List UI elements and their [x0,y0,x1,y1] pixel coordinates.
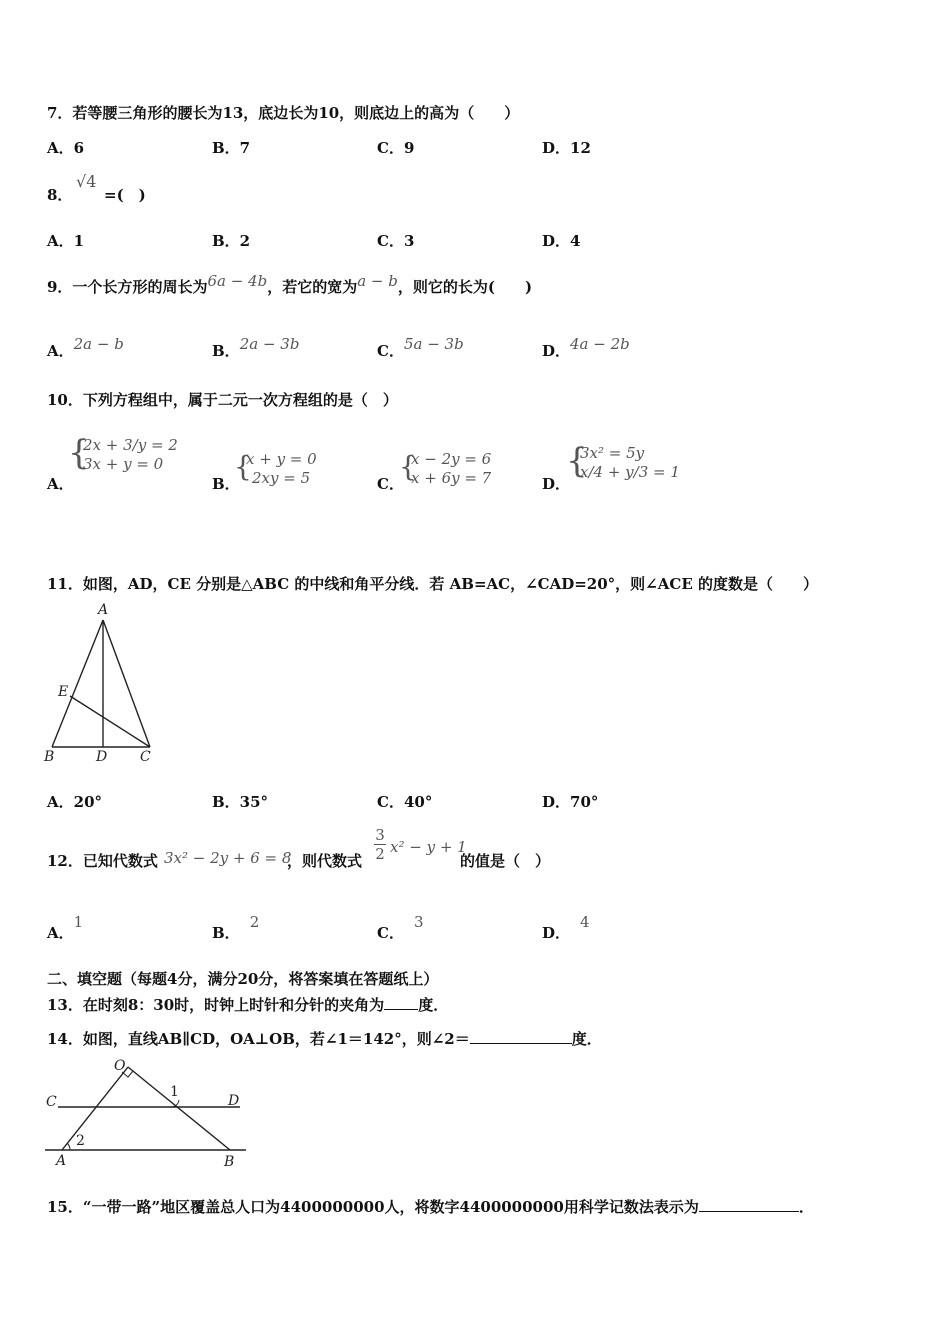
q14-parallel-lines-figure [40,1052,255,1172]
q14-pre: 14．如图，直线AB∥CD，OA⊥OB，若∠1＝142°，则∠2＝ [47,1030,470,1048]
q10-brace-c: { [399,450,417,483]
q11-option-b: B．35° [212,793,269,811]
q9-label-d: D． [542,342,571,360]
q14-angle2-arc [67,1143,70,1150]
q12-frac-den: 2 [375,845,385,863]
q10-label-a: A． [47,475,74,493]
q14-stem [47,1028,602,1049]
q7-option-c: C．9 [377,139,415,157]
q9-post: ，则它的长为( ) [397,278,533,296]
q9-option-a [47,335,124,361]
q14-label-2: 2 [76,1133,85,1149]
q12-label-d: D． [542,924,571,942]
q9-value-d: 4a − 2b [570,335,630,353]
q11-triangle-figure [40,598,170,770]
q10-c-eq2: x + 6y = 7 [411,469,492,487]
q10-system-c [411,450,491,488]
q12-option-c [377,913,424,943]
q15-answer-blank[interactable] [699,1211,799,1212]
q12-value-b: 2 [249,913,260,931]
q11-bisector-ce [70,696,150,747]
q9-option-b [212,335,300,361]
q14-angle1-arc [170,1100,179,1107]
q10-c-eq1: x − 2y = 6 [411,450,492,468]
q12-mid: ，则代数式 [287,852,363,870]
section2-title: 二、填空题（每题4分，满分20分，将答案填在答题纸上） [47,970,439,988]
q12-given: 3x² − 2y + 6 = 8 [164,849,292,867]
q7-option-a: A．6 [47,139,85,157]
q14-post: 度． [571,1030,602,1048]
q11-label-a: A [98,602,109,618]
q14-label-1: 1 [170,1084,179,1100]
q7-stem: 7．若等腰三角形的腰长为13，底边长为10，则底边上的高为（ ） [47,104,520,122]
q10-a-eq2: 3x + y = 0 [83,455,164,473]
q13-pre: 13．在时刻8：30时，时钟上时针和分针的夹角为 [47,996,385,1014]
q9-mid: ，若它的宽为 [267,278,358,296]
q10-d-eq2: x/4 + y/3 = 1 [580,463,680,481]
q10-label-b: B． [212,475,240,493]
q9-pre: 9．一个长方形的周长为 [47,278,208,296]
q14-answer-blank[interactable] [470,1043,572,1044]
q14-segment-oa [62,1067,128,1150]
q15-post: ． [798,1198,814,1216]
q13-post: 度． [418,996,449,1014]
q12-value-c: 3 [413,913,424,931]
q10-label-d: D． [542,475,571,493]
q8-radical: √4 [76,172,97,191]
q12-option-d [542,913,590,943]
q8-number: 8． [47,186,73,204]
q15-stem [47,1196,814,1217]
q12-fraction [374,826,386,863]
q14-label-a: A [56,1153,67,1169]
q13-answer-blank[interactable] [384,1009,418,1010]
q9-option-d [542,335,630,361]
q10-d-eq1: 3x² = 5y [580,444,645,462]
q9-option-c [377,335,464,361]
q8-tail: =( ) [104,186,146,204]
q11-label-d: D [96,749,108,765]
q8-option-c: C．3 [377,232,415,250]
q10-b-eq2: 2xy = 5 [252,469,311,487]
q11-stem: 11．如图，AD，CE 分别是△ABC 的中线和角平分线．若 AB=AC，∠CAD=20°，则∠ACE 的度数是（ ） [47,575,818,593]
q10-brace-a: { [68,433,90,473]
q14-label-b: B [224,1154,235,1170]
q12-value-a: 1 [73,913,84,931]
q9-stem [47,272,533,297]
q7-option-d: D．12 [542,139,591,157]
q11-label-b: B [44,749,55,765]
q8-option-b: B．2 [212,232,251,250]
q14-label-d: D [228,1093,240,1109]
q11-option-d: D．70° [542,793,599,811]
q14-segment-ob [128,1067,230,1150]
q10-stem: 10．下列方程组中，属于二元一次方程组的是（ ） [47,391,398,409]
q12-label-a: A． [47,924,74,942]
q12-value-d: 4 [580,913,590,931]
q10-brace-d: { [566,441,588,481]
q10-system-b [246,450,317,488]
q12-expr-tail: x² − y + 1 [390,838,467,856]
q9-value-a: 2a − b [73,335,124,353]
q9-width: a − b [357,272,398,290]
q10-system-d [580,444,680,482]
q14-label-c: C [46,1094,57,1110]
q12-label-b: B． [212,924,240,942]
q8-option-d: D．4 [542,232,581,250]
q10-a-eq1: 2x + 3/y = 2 [83,436,178,454]
q9-label-a: A． [47,342,74,360]
q11-side-ac [103,620,150,747]
q7-option-b: B．7 [212,139,251,157]
q14-label-o: O [114,1058,126,1074]
q11-option-a: A．20° [47,793,103,811]
q9-value-b: 2a − 3b [239,335,300,353]
q15-pre: 15．“一带一路”地区覆盖总人口为4400000000人，将数字4400000000用科学记数法表示为 [47,1198,699,1216]
q12-option-a [47,913,84,943]
q11-label-c: C [140,749,151,765]
q11-option-c: C．40° [377,793,433,811]
q9-label-c: C． [377,342,404,360]
q10-label-c: C． [377,475,404,493]
q11-label-e: E [58,684,69,700]
q12-pre: 12．已知代数式 [47,852,158,870]
q8-option-a: A．1 [47,232,85,250]
q12-frac-num: 3 [375,826,385,844]
q13-stem [47,994,448,1015]
q9-perimeter: 6a − 4b [207,272,268,290]
q12-post: 的值是（ ） [460,852,551,870]
q10-brace-b: { [234,450,252,483]
q9-label-b: B． [212,342,240,360]
q9-value-c: 5a − 3b [403,335,464,353]
q12-label-c: C． [377,924,404,942]
q12-option-b [212,913,260,943]
q10-system-a [83,436,178,474]
q10-b-eq1: x + y = 0 [246,450,317,468]
